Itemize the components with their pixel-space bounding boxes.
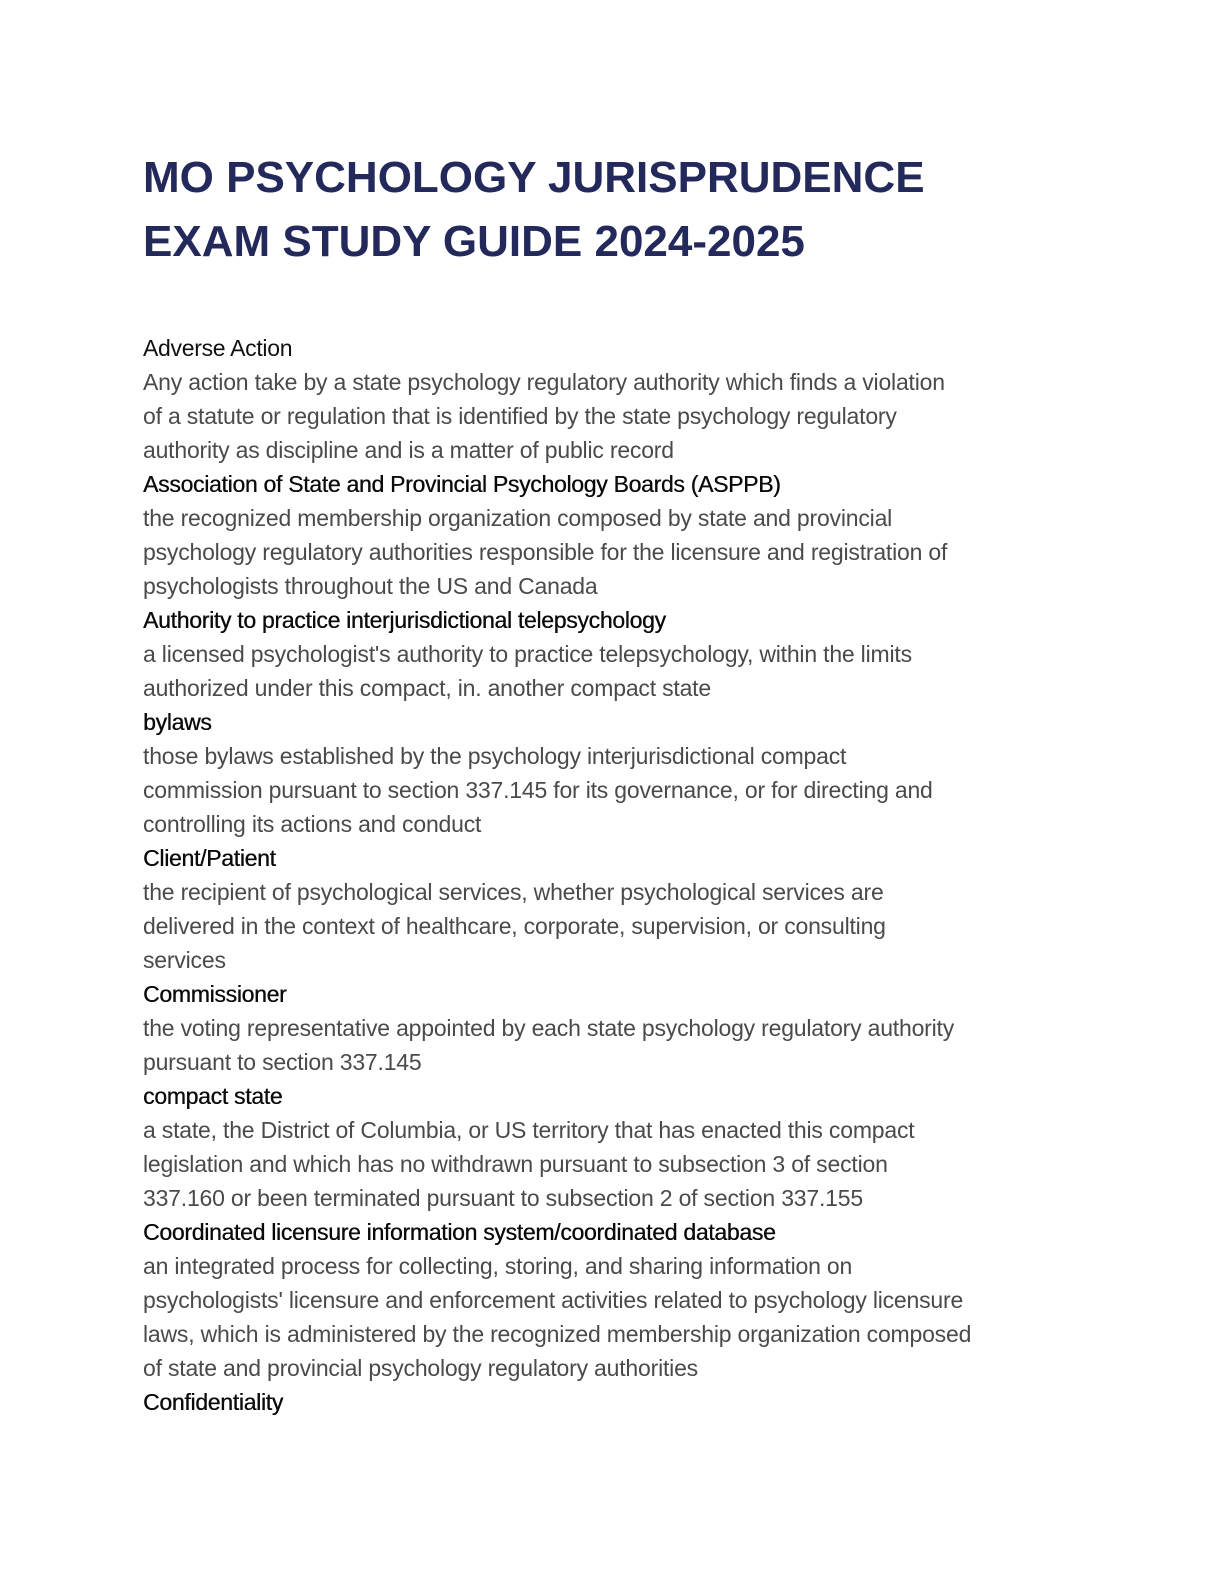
title-line-2: EXAM STUDY GUIDE 2024-2025 <box>143 217 805 266</box>
glossary-entry <box>143 1215 1083 1385</box>
glossary-definition <box>143 1011 1083 1079</box>
glossary-entry <box>143 467 1083 603</box>
glossary-term: Client/Patient <box>143 845 276 871</box>
glossary-entry <box>143 1385 1083 1419</box>
title-line-1: MO PSYCHOLOGY JURISPRUDENCE <box>143 153 925 202</box>
definition-line: psychologists' licensure and enforcement activities related to psychology licensure <box>143 1287 964 1313</box>
glossary-entry <box>143 1079 1083 1215</box>
definition-line: a licensed psychologist's authority to practice telepsychology, within the limits <box>143 641 912 667</box>
definition-line: authorized under this compact, in. another compact state <box>143 675 711 701</box>
glossary-entry <box>143 841 1083 977</box>
glossary-term: Adverse Action <box>143 335 293 361</box>
glossary-definition <box>143 365 1083 467</box>
glossary-definition <box>143 1249 1083 1385</box>
definition-line: of state and provincial psychology regulatory authorities <box>143 1355 698 1381</box>
glossary-term: compact state <box>143 1083 283 1109</box>
definition-line: a state, the District of Columbia, or US territory that has enacted this compact <box>143 1117 915 1143</box>
glossary-term: Association of State and Provincial Psychology Boards (ASPPB) <box>143 471 781 497</box>
definition-line: delivered in the context of healthcare, corporate, supervision, or consulting <box>143 913 886 939</box>
definition-line: the voting representative appointed by each state psychology regulatory authority <box>143 1015 955 1041</box>
glossary-term: Authority to practice interjurisdictional telepsychology <box>143 607 666 633</box>
definition-line: controlling its actions and conduct <box>143 811 482 837</box>
definition-line: laws, which is administered by the recognized membership organization composed <box>143 1321 972 1347</box>
glossary-term: Commissioner <box>143 981 287 1007</box>
glossary-entry <box>143 977 1083 1079</box>
definition-line: of a statute or regulation that is identified by the state psychology regulatory <box>143 403 897 429</box>
definition-line: pursuant to section 337.145 <box>143 1049 422 1075</box>
definition-line: psychologists throughout the US and Canada <box>143 573 598 599</box>
page-title <box>143 146 1103 274</box>
definition-line: services <box>143 947 226 973</box>
glossary-definition <box>143 1113 1083 1215</box>
glossary-definition <box>143 739 1083 841</box>
definition-line: Any action take by a state psychology regulatory authority which finds a violation <box>143 369 945 395</box>
glossary-entry <box>143 705 1083 841</box>
definition-line: an integrated process for collecting, storing, and sharing information on <box>143 1253 853 1279</box>
definition-line: the recognized membership organization composed by state and provincial <box>143 505 893 531</box>
definition-line: legislation and which has no withdrawn pursuant to subsection 3 of section <box>143 1151 888 1177</box>
glossary-list <box>143 331 1083 1419</box>
glossary-definition <box>143 501 1083 603</box>
glossary-entry <box>143 331 1083 467</box>
definition-line: those bylaws established by the psychology interjurisdictional compact <box>143 743 847 769</box>
definition-line: commission pursuant to section 337.145 for its governance, or for directing and <box>143 777 933 803</box>
glossary-term: Confidentiality <box>143 1389 283 1415</box>
glossary-entry <box>143 603 1083 705</box>
glossary-definition <box>143 875 1083 977</box>
definition-line: the recipient of psychological services, whether psychological services are <box>143 879 884 905</box>
definition-line: 337.160 or been terminated pursuant to subsection 2 of section 337.155 <box>143 1185 863 1211</box>
glossary-term: Coordinated licensure information system/coordinated database <box>143 1219 776 1245</box>
definition-line: psychology regulatory authorities responsible for the licensure and registration of <box>143 539 948 565</box>
glossary-definition <box>143 637 1083 705</box>
glossary-term: bylaws <box>143 709 212 735</box>
definition-line: authority as discipline and is a matter of public record <box>143 437 674 463</box>
